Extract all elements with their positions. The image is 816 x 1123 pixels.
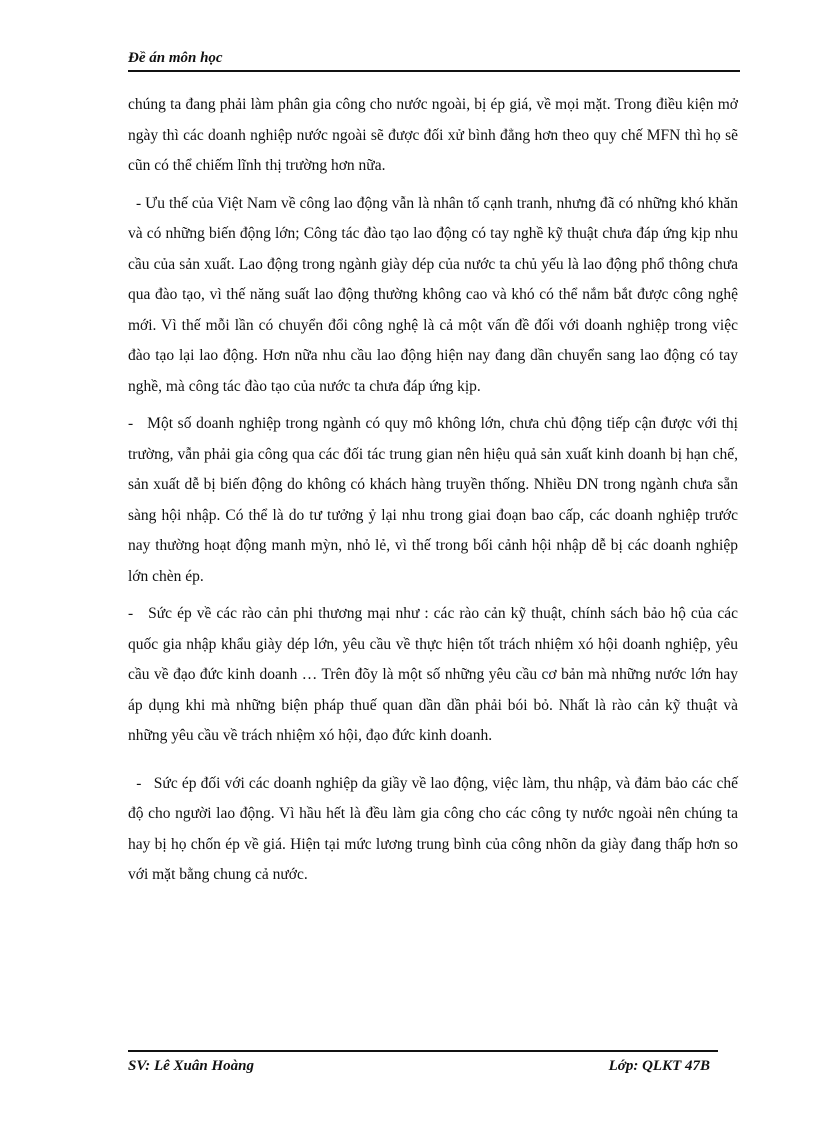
class-label: Lớp: QLKT 47B bbox=[608, 1058, 710, 1074]
paragraph: - Sức ép về các rào cản phi thương mại như : các rào cản kỹ thuật, chính sách bảo hộ của các quốc gia nhập khẩu giày dép lớn, yêu cầu về thực hiện tốt trách nhiệm xó hội doanh nghiệp, yêu cầu về đạo đức kinh doanh … Trên đõy là một số những yêu cầu cơ bản mà những nước lớn hay áp dụng khi mà những biện pháp thuế quan dần dần phải bói bỏ. Nhất là rào cản kỹ thuật và những yêu cầu về trách nhiệm xó hội, đạo đức kinh doanh. bbox=[128, 605, 742, 744]
paragraph: - Ưu thế của Việt Nam về công lao động vẫn là nhân tố cạnh tranh, nhưng đã có những khó khăn và có những biến động lớn; Công tác đào tạo lao động có tay nghề kỹ thuật chưa đáp ứng kịp nhu cầu của sản xuất. Lao động trong ngành giày dép của nước ta chủ yếu là lao động phổ thông chưa qua đào tạo, vì thế năng suất lao động thường không cao và khó có thể nắm bắt được công nghệ mới. Vì thế mỗi lần có chuyển đổi công nghệ là cả một vấn đề đối với doanh nghiệp trong việc đào tạo lại lao động. Hơn nữa nhu cầu lao động hiện nay đang dần chuyển sang lao động có tay nghề, mà công tác đào tạo của nước ta chưa đáp ứng kịp. bbox=[128, 194, 742, 395]
student-name: SV: Lê Xuân Hoàng bbox=[128, 1058, 254, 1074]
page-footer bbox=[128, 1050, 718, 1078]
page-header bbox=[128, 48, 740, 72]
body-text bbox=[128, 90, 742, 891]
paragraph: - Một số doanh nghiệp trong ngành có quy mô không lớn, chưa chủ động tiếp cận được với thị trường, vẫn phải gia công qua các đối tác trung gian nên hiệu quả sản xuất kinh doanh bị hạn chế, sản xuất dễ bị biến động do không có khách hàng truyền thống. Nhiều DN trong ngành chưa sẵn sàng hội nhập. Có thể là do tư tưởng ỷ lại nhu trong giai đoạn bao cấp, các doanh nghiệp trước nay thường hoạt động manh mỳn, nhỏ lẻ, vì thế trong bối cảnh hội nhập dễ bị các doanh nghiệp lớn chèn ép. bbox=[128, 415, 742, 585]
paragraph: - Sức ép đối với các doanh nghiệp da giầy về lao động, việc làm, thu nhập, và đảm bảo các chế độ cho người lao động. Vì hầu hết là đều làm gia công cho các công ty nước ngoài nên chúng ta hay bị họ chốn ép về giá. Hiện tại mức lương trung bình của công nhõn da giày đang thấp hơn so với mặt bằng chung cả nước. bbox=[128, 774, 742, 883]
header-title: Đề án môn học bbox=[128, 50, 223, 66]
paragraph: chúng ta đang phải làm phân gia công cho nước ngoài, bị ép giá, về mọi mặt. Trong điều kiện mở ngày thì các doanh nghiệp nước ngoài sẽ được đối xử bình đẳng hơn theo quy chế MFN thì họ sẽ cũn có thể chiếm lĩnh thị trường hơn nữa. bbox=[128, 96, 738, 174]
